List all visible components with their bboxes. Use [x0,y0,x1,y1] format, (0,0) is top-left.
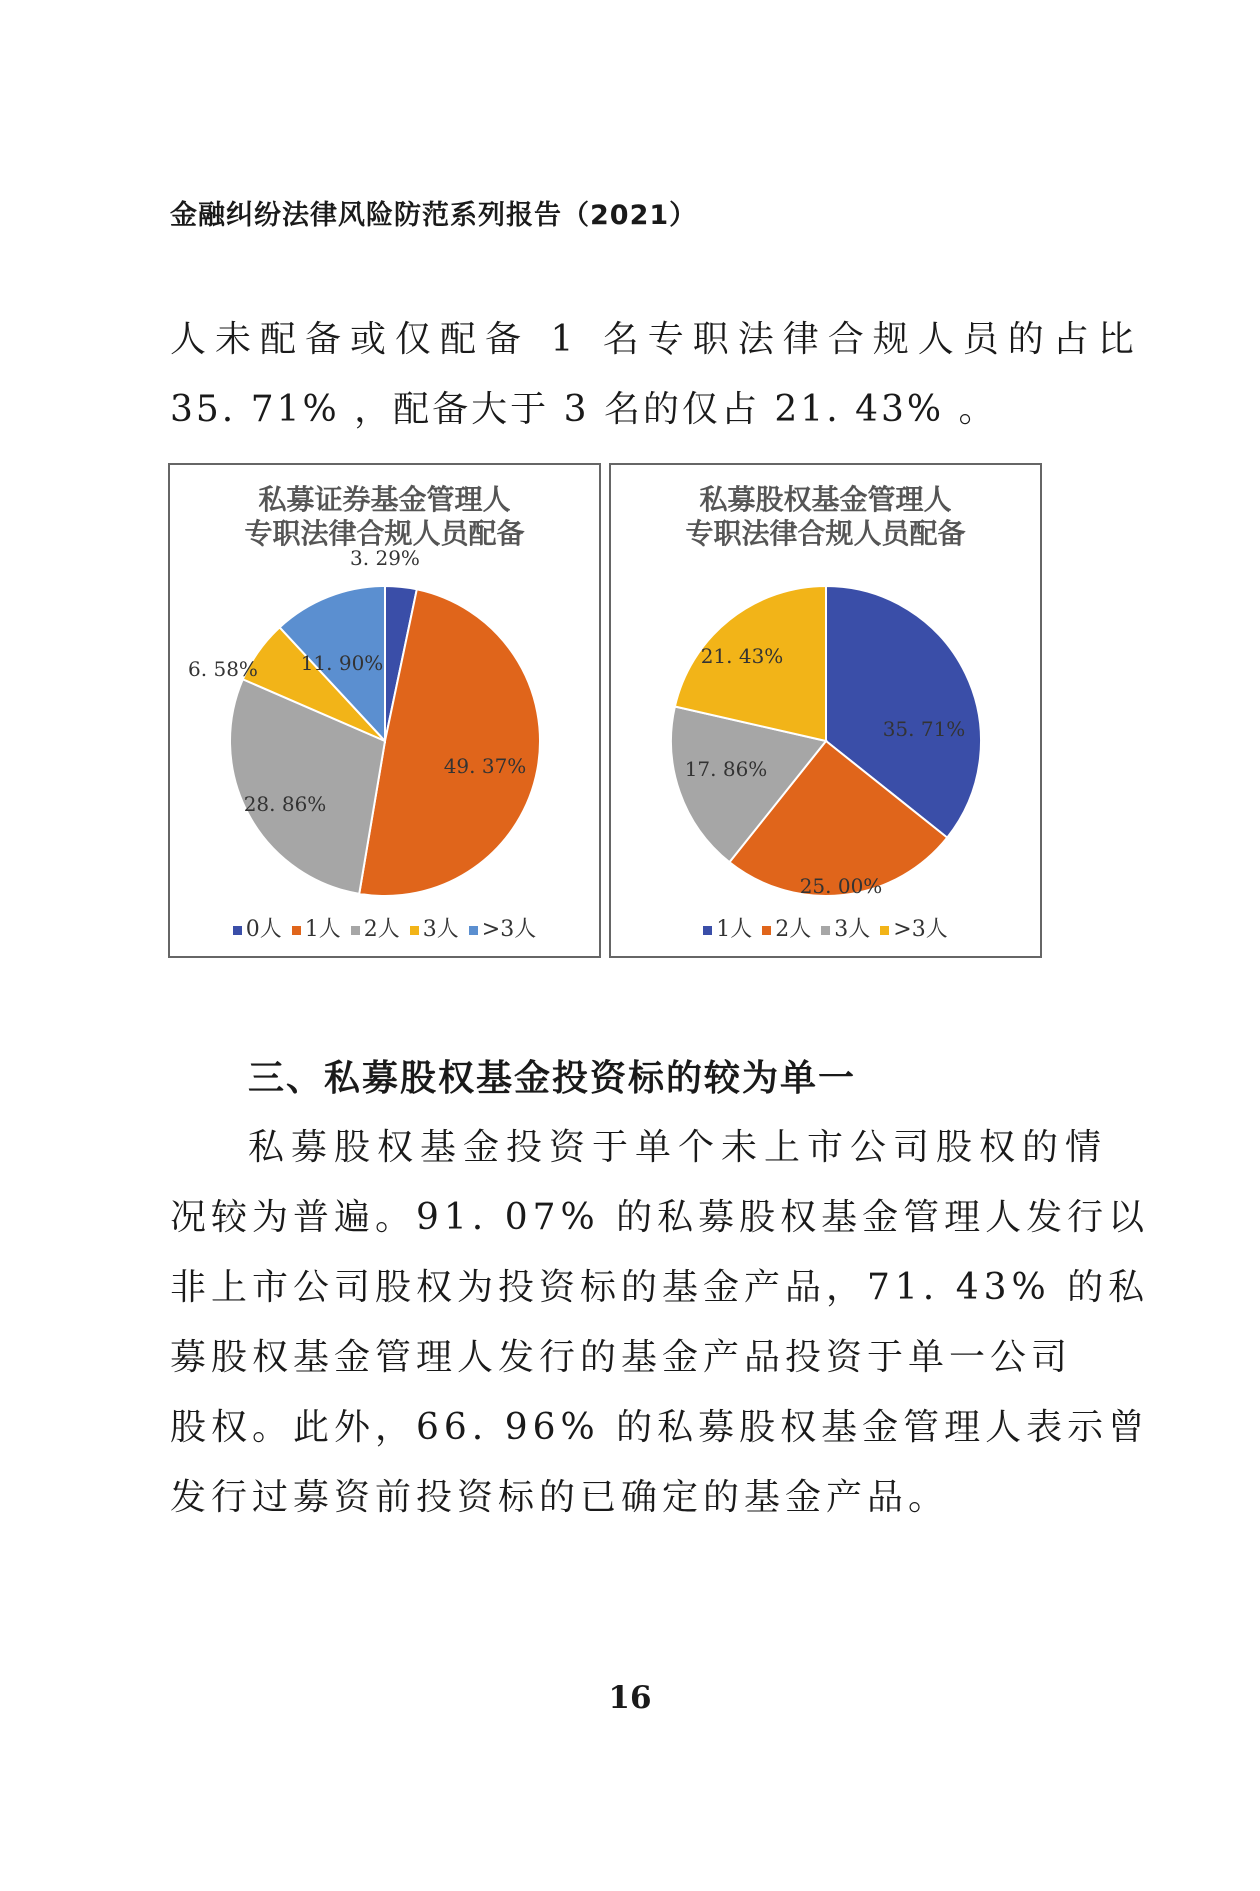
intro-line: 人未配备或仅配备 1 名专职法律合规人员的占比 [170,319,1143,360]
slice-value-label: 11. 90% [300,651,384,675]
legend-swatch [762,926,771,935]
legend-item [292,912,341,943]
slice-value-label: 6. 58% [188,657,258,681]
legend-label: >3人 [893,917,948,942]
legend-label: 2人 [775,917,812,942]
pie-chart-equity [609,463,1042,958]
paragraph-line: 发行过募资前投资标的已确定的基金产品。 [170,1477,950,1518]
slice-value-label: 28. 86% [243,792,327,816]
paragraph-line: 募股权基金管理人发行的基金产品投资于单一公司 [170,1337,1073,1378]
paragraph-line: 股权。此外，66. 96% 的私募股权基金管理人表示曾 [170,1407,1150,1448]
legend-label: >3人 [481,917,537,942]
slice-value-label: 49. 37% [443,754,527,778]
pie-chart-svg [170,465,599,905]
legend-item [762,912,811,943]
legend-item [821,912,870,943]
section-heading: 三、私募股权基金投资标的较为单一 [248,1058,857,1099]
legend-swatch [351,926,360,935]
legend-swatch [821,926,830,935]
chart-legend [611,912,1040,943]
chart-title-line: 私募证券基金管理人 [258,483,511,516]
legend-label: 3人 [422,917,459,942]
running-header: 金融纠纷法律风险防范系列报告（2021） [170,200,698,231]
legend-item [410,912,459,943]
legend-swatch [703,926,712,935]
paragraph-line: 私募股权基金投资于单个未上市公司股权的情 [248,1127,1109,1168]
legend-swatch [233,926,242,935]
slice-value-label: 21. 43% [700,644,784,668]
legend-label: 3人 [834,917,871,942]
body-paragraph [170,1113,1150,1533]
paragraph-line: 况较为普遍。91. 07% 的私募股权基金管理人发行以 [170,1197,1150,1238]
slice-value-label: 25. 00% [799,874,883,898]
legend-swatch [880,926,889,935]
slice-value-label: 3. 29% [350,546,420,570]
legend-item [351,912,400,943]
pie-chart-svg [611,465,1040,905]
intro-line: 35. 71% ，配备大于 3 名的仅占 21. 43% 。 [170,389,998,430]
slice-value-label: 17. 86% [684,757,768,781]
legend-swatch [410,926,419,935]
paragraph-line: 非上市公司股权为投资标的基金产品，71. 43% 的私 [170,1267,1150,1308]
intro-text [170,305,1143,445]
chart-title-line: 私募股权基金管理人 [699,483,952,516]
legend-swatch [469,926,478,935]
pie-chart-securities [168,463,601,958]
legend-swatch [292,926,301,935]
legend-label: 2人 [363,917,400,942]
chart-legend [170,912,599,943]
legend-label: 1人 [304,917,341,942]
chart-title-line: 专职法律合规人员配备 [244,517,525,550]
legend-label: 0人 [245,917,282,942]
slice-value-label: 35. 71% [882,717,966,741]
legend-item [233,912,282,943]
legend-item [469,912,536,943]
legend-item [703,912,752,943]
legend-label: 1人 [716,917,753,942]
page-number: 16 [608,1680,652,1716]
legend-item [880,912,947,943]
chart-title-line: 专职法律合规人员配备 [685,517,966,550]
